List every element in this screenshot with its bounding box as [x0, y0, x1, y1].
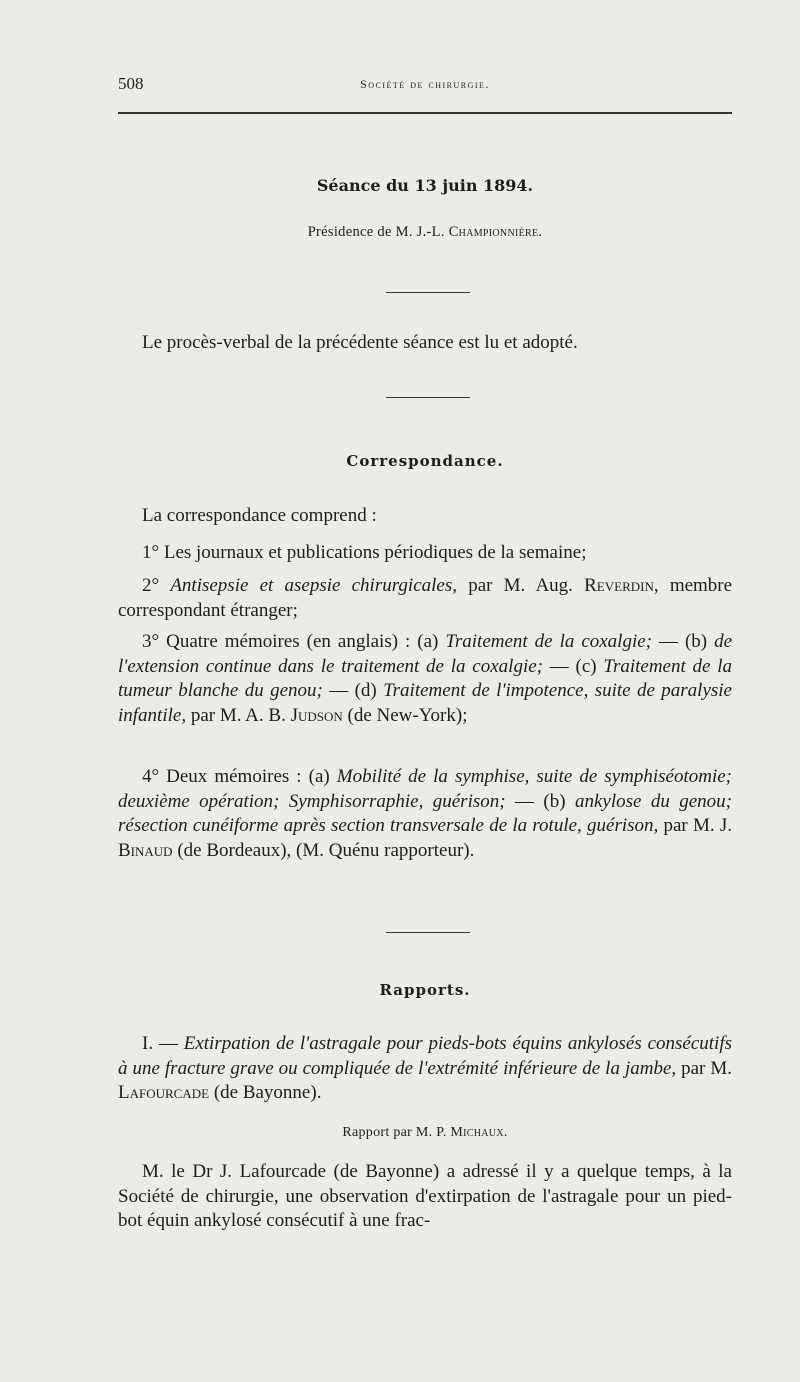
correspondance-item-4: 4° Deux mémoires : (a) Mobilité de la symphise, suite de symphiséotomie; deuxième opération; Symphisorraphie, guérison; — (b) ankylose du genou; résection cunéiforme après section transversale de la rotule, guérison, par M. J. Binaud (de Bordeaux), (M. Quénu rapporteur).: [118, 766, 732, 861]
correspondance-intro: La correspondance comprend :: [142, 505, 377, 526]
seance-title: Séance du 13 juin 1894.: [316, 176, 534, 195]
rapport-item-title: I. — Extirpation de l'astragale pour pieds-bots équins ankylosés consécutifs à une fracture grave ou compliquée de l'extrémité inférieure de la jambe, par M. Lafourcade (de Bayonne).: [118, 1033, 733, 1103]
correspondance-item-2: 2° Antisepsie et asepsie chirurgicales, par M. Aug. Reverdin, membre correspondant étranger;: [118, 575, 733, 621]
rapport-body-paragraph: M. le Dr J. Lafourcade (de Bayonne) a adressé il y a quelque temps, à la Société de chirurgie, une observation d'extirpation de l'astragale pour un pied-bot équin ankylosé consécutif à une frac-: [118, 1161, 732, 1231]
page-number: 508: [118, 74, 144, 93]
proces-verbal-paragraph: Le procès-verbal de la précédente séance est lu et adopté.: [142, 332, 578, 353]
section-divider: [386, 397, 470, 398]
rapport-by-prefix: Rapport par M. P.: [342, 1125, 447, 1140]
correspondance-heading: Correspondance.: [346, 452, 504, 470]
presidence-prefix: Présidence de M. J.-L.: [307, 224, 445, 240]
correspondance-item-1: 1° Les journaux et publications périodiques de la semaine;: [142, 542, 587, 563]
running-head: [118, 74, 732, 98]
correspondance-item-3: 3° Quatre mémoires (en anglais) : (a) Traitement de la coxalgie; — (b) de l'extension continue dans le traitement de la coxalgie; — (c) Traitement de la tumeur blanche du genou; — (d) Traitement de l'impotence, suite de paralysie infantile, par M. A. B. Judson (de New-York);: [118, 631, 733, 726]
presidence-name: Championnière.: [448, 224, 543, 240]
section-divider: [386, 292, 470, 293]
rapport-by-name: Michaux.: [450, 1125, 508, 1140]
running-title: Société de chirurgie.: [360, 77, 490, 91]
presidence-line: [118, 224, 732, 241]
header-rule: [118, 112, 732, 114]
rapports-heading: Rapports.: [379, 981, 471, 999]
rapport-author-line: [118, 1125, 732, 1141]
section-divider: [386, 932, 470, 933]
